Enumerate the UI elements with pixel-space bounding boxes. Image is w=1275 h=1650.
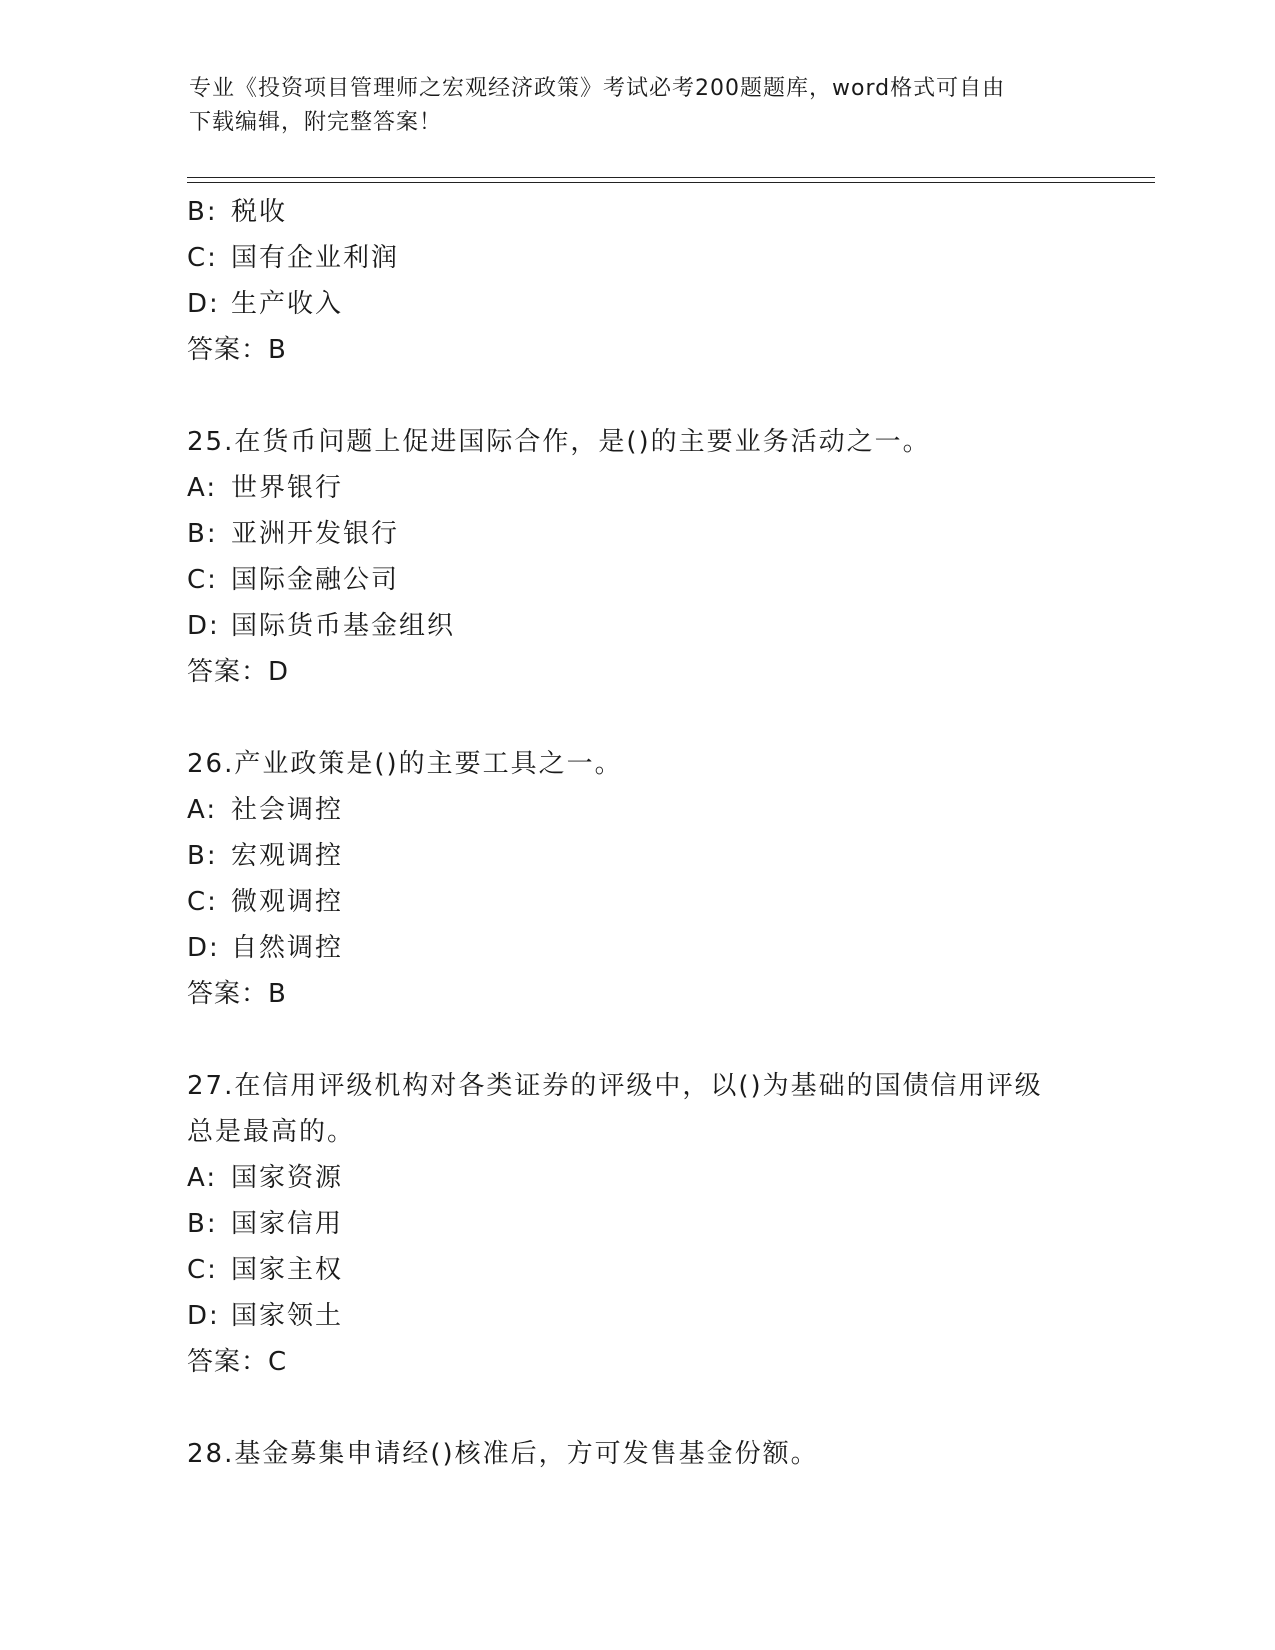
option-text: 亚洲开发银行 <box>231 519 400 549</box>
option-key: A: <box>187 473 218 503</box>
option-text: 微观调控 <box>231 887 344 917</box>
option-key: B: <box>187 1209 218 1239</box>
option-a <box>187 465 1087 511</box>
question-28 <box>187 1431 1087 1477</box>
question-list <box>187 189 1087 1477</box>
question-27 <box>187 1063 1087 1385</box>
option-text: 国家领土 <box>231 1301 344 1331</box>
option-key: B: <box>187 519 218 549</box>
option-text: 宏观调控 <box>231 841 344 871</box>
option-text: 世界银行 <box>231 473 344 503</box>
option-key: D: <box>187 289 220 319</box>
option-d <box>187 281 1087 327</box>
option-text: 税收 <box>231 197 288 227</box>
header-line-1: 专业《投资项目管理师之宏观经济政策》考试必考200题题库，word格式可自由 <box>189 76 1006 101</box>
option-c <box>187 557 1087 603</box>
option-text: 生产收入 <box>231 289 344 319</box>
option-key: C: <box>187 887 218 917</box>
option-c <box>187 879 1087 925</box>
option-key: A: <box>187 795 218 825</box>
option-key: B: <box>187 197 218 227</box>
option-key: C: <box>187 565 218 595</box>
answer-line: 答案：B <box>187 979 287 1009</box>
option-text: 国有企业利润 <box>231 243 400 273</box>
option-d <box>187 1293 1087 1339</box>
option-b <box>187 189 1087 235</box>
header-divider-bottom <box>187 182 1155 183</box>
question-26 <box>187 741 1087 1017</box>
option-b <box>187 511 1087 557</box>
option-b <box>187 1201 1087 1247</box>
option-a <box>187 1155 1087 1201</box>
option-text: 国家主权 <box>231 1255 344 1285</box>
option-key: C: <box>187 1255 218 1285</box>
option-key: D: <box>187 933 220 963</box>
option-d <box>187 925 1087 971</box>
question-text-line-2: 总是最高的。 <box>187 1117 356 1147</box>
option-text: 国际货币基金组织 <box>231 611 456 641</box>
option-key: D: <box>187 1301 220 1331</box>
question-text: 28.基金募集申请经()核准后，方可发售基金份额。 <box>187 1439 819 1469</box>
option-b <box>187 833 1087 879</box>
answer-line: 答案：B <box>187 335 287 365</box>
option-key: D: <box>187 611 220 641</box>
question-24-continued <box>187 189 1087 373</box>
option-c <box>187 1247 1087 1293</box>
option-text: 自然调控 <box>231 933 344 963</box>
option-key: B: <box>187 841 218 871</box>
question-text-line-1: 27.在信用评级机构对各类证券的评级中，以()为基础的国债信用评级 <box>187 1071 1043 1101</box>
option-text: 国家资源 <box>231 1163 344 1193</box>
question-text: 26.产业政策是()的主要工具之一。 <box>187 749 623 779</box>
header-line-2: 下载编辑，附完整答案！ <box>189 110 443 135</box>
question-25 <box>187 419 1087 695</box>
answer-line: 答案：D <box>187 657 290 687</box>
option-a <box>187 787 1087 833</box>
header-divider-top <box>187 177 1155 178</box>
option-c <box>187 235 1087 281</box>
option-d <box>187 603 1087 649</box>
answer-line: 答案：C <box>187 1347 288 1377</box>
option-text: 国家信用 <box>231 1209 344 1239</box>
option-text: 社会调控 <box>231 795 344 825</box>
option-text: 国际金融公司 <box>231 565 400 595</box>
option-key: C: <box>187 243 218 273</box>
document-header <box>189 72 1069 140</box>
option-key: A: <box>187 1163 218 1193</box>
question-text: 25.在货币问题上促进国际合作，是()的主要业务活动之一。 <box>187 427 931 457</box>
